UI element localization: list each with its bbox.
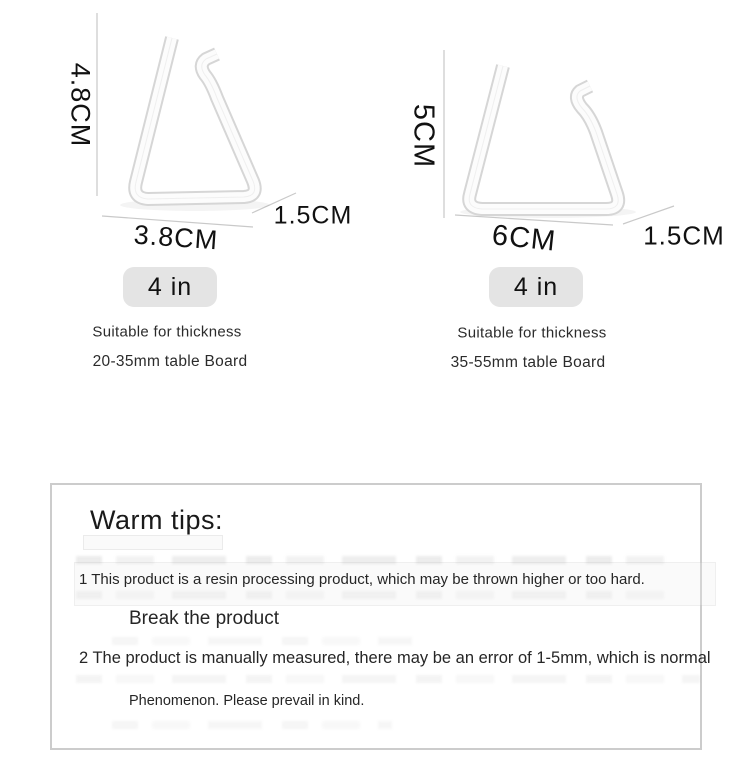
clip-photo-small	[105, 22, 270, 217]
height-label-large: 5CM	[407, 103, 440, 169]
warm-tips-title: Warm tips:	[90, 505, 223, 535]
size-badge-small: 4 in	[123, 267, 217, 307]
ghost-text-artifact	[112, 721, 392, 729]
ghost-text-artifact	[83, 535, 223, 550]
depth-label-small: 1.5CM	[273, 201, 353, 230]
suitable-text-small: Suitable for thickness	[92, 323, 242, 341]
tip-line-2: 2 The product is manually measured, there may be an error of 1-5mm, which is normal	[79, 649, 711, 667]
board-range-large: 35-55mm table Board	[450, 354, 606, 371]
size-badge-large: 4 in	[489, 267, 583, 307]
depth-label-large: 1.5CM	[643, 220, 725, 251]
clip-photo-large	[448, 52, 648, 227]
ghost-text-artifact	[76, 556, 680, 564]
warm-tips-box	[50, 483, 711, 750]
width-label-large: 6CM	[490, 219, 558, 258]
ghost-text-artifact	[76, 675, 700, 683]
suitable-text-large: Suitable for thickness	[457, 324, 607, 342]
ghost-text-artifact	[76, 591, 680, 599]
height-label-small: 4.8CM	[65, 62, 96, 148]
ghost-text-artifact	[112, 637, 412, 645]
tip-line-1: 1 This product is a resin processing product, which may be thrown higher or too hard.	[79, 571, 645, 588]
tip-line-1-continued: Break the product	[129, 608, 279, 629]
tip-line-2-continued: Phenomenon. Please prevail in kind.	[129, 693, 365, 709]
width-label-small: 3.8CM	[132, 219, 220, 256]
board-range-small: 20-35mm table Board	[92, 353, 248, 370]
